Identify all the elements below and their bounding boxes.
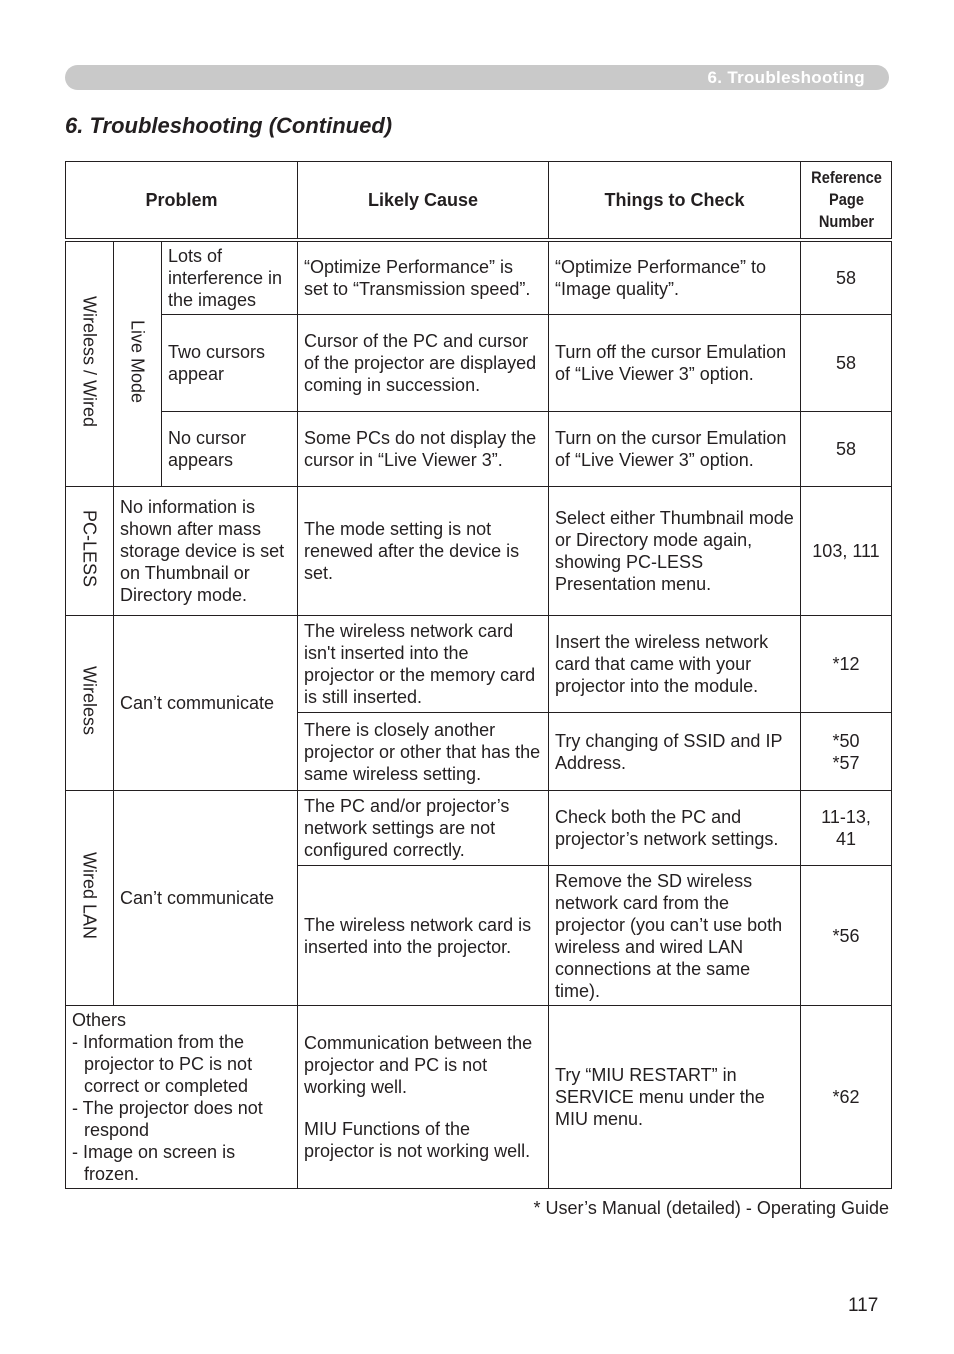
cause-cell: Cursor of the PC and cursor of the projector are displayed coming in succession. [298,315,549,412]
section-header-bar [65,65,889,90]
problem-cell: Two cursors appear [162,315,298,412]
cause-cell: The wireless network card is inserted into the projector. [298,866,549,1006]
problem-cell: No cursor appears [162,412,298,487]
ref-cell: 103, 111 [801,487,892,616]
group-live-mode: Live Mode [114,240,162,487]
group-wireless-wired: Wireless / Wired [66,240,114,487]
header-things-to-check: Things to Check [549,162,801,241]
table-row [66,616,892,713]
table-row [66,487,892,616]
table-row [66,791,892,866]
others-title: Others [72,1010,127,1030]
cause-cell: The wireless network card isn't inserted into the projector or the memory card is still inserted. [298,616,549,713]
troubleshooting-table [65,161,892,1189]
check-cell: Turn off the cursor Emulation of “Live Viewer 3” option. [549,315,801,412]
cause-cell: “Optimize Performance” is set to “Transmission speed”. [298,240,549,315]
section-label: 6. Troubleshooting [707,68,865,87]
ref-cell: 58 [801,412,892,487]
problem-cell: Lots of interference in the images [162,240,298,315]
cause-cell: The PC and/or projector’s network settings are not configured correctly. [298,791,549,866]
check-cell: Try changing of SSID and IP Address. [549,713,801,791]
table-row [66,240,892,315]
check-cell: Select either Thumbnail mode or Directory mode again, showing PC-LESS Presentation menu. [549,487,801,616]
problem-cell-others [66,1006,298,1189]
header-reference-page: Reference Page Number [807,162,885,241]
page-number: 117 [848,1295,879,1316]
check-cell: “Optimize Performance” to “Image quality”. [549,240,801,315]
cause-cell: The mode setting is not renewed after the device is set. [298,487,549,616]
check-cell: Insert the wireless network card that came with your projector into the module. [549,616,801,713]
ref-cell: *50 *57 [801,713,892,791]
footnote: * User’s Manual (detailed) - Operating Guide [533,1198,889,1218]
table-row [66,315,892,412]
others-list [72,1031,291,1185]
ref-cell: 11-13, 41 [801,791,892,866]
group-wireless: Wireless [66,616,114,791]
cause-cell: There is closely another projector or other that has the same wireless setting. [298,713,549,791]
cause-cell [298,1006,549,1189]
list-item: - Information from the projector to PC is not correct or completed [72,1032,253,1096]
check-cell: Turn on the cursor Emulation of “Live Viewer 3” option. [549,412,801,487]
table-row [66,412,892,487]
ref-cell: 58 [801,315,892,412]
problem-cell: Can’t communicate [114,616,298,791]
table-row [66,1006,892,1189]
group-pc-less: PC-LESS [66,487,114,616]
check-cell: Try “MIU RESTART” in SERVICE menu under the MIU menu. [549,1006,801,1189]
check-cell: Remove the SD wireless network card from the projector (you can’t use both wireless and wired LAN connections at the same time). [549,866,801,1006]
list-item: - Image on screen is frozen. [72,1142,236,1184]
ref-cell: 58 [801,240,892,315]
cause-paragraph: MIU Functions of the projector is not working well. [304,1119,531,1161]
check-cell: Check both the PC and projector’s network settings. [549,791,801,866]
header-problem: Problem [66,162,298,241]
page-title: 6. Troubleshooting (Continued) [65,113,393,138]
list-item: - The projector does not respond [72,1098,263,1140]
group-wired-lan: Wired LAN [66,791,114,1006]
ref-cell: *62 [801,1006,892,1189]
table-header-row [66,162,892,241]
problem-cell: Can’t communicate [114,791,298,1006]
cause-paragraph: Communication between the projector and PC is not working well. [304,1033,533,1097]
ref-cell: *12 [801,616,892,713]
cause-cell: Some PCs do not display the cursor in “Live Viewer 3”. [298,412,549,487]
ref-cell: *56 [801,866,892,1006]
header-likely-cause: Likely Cause [298,162,549,241]
problem-cell: No information is shown after mass storage device is set on Thumbnail or Directory mode. [114,487,298,616]
